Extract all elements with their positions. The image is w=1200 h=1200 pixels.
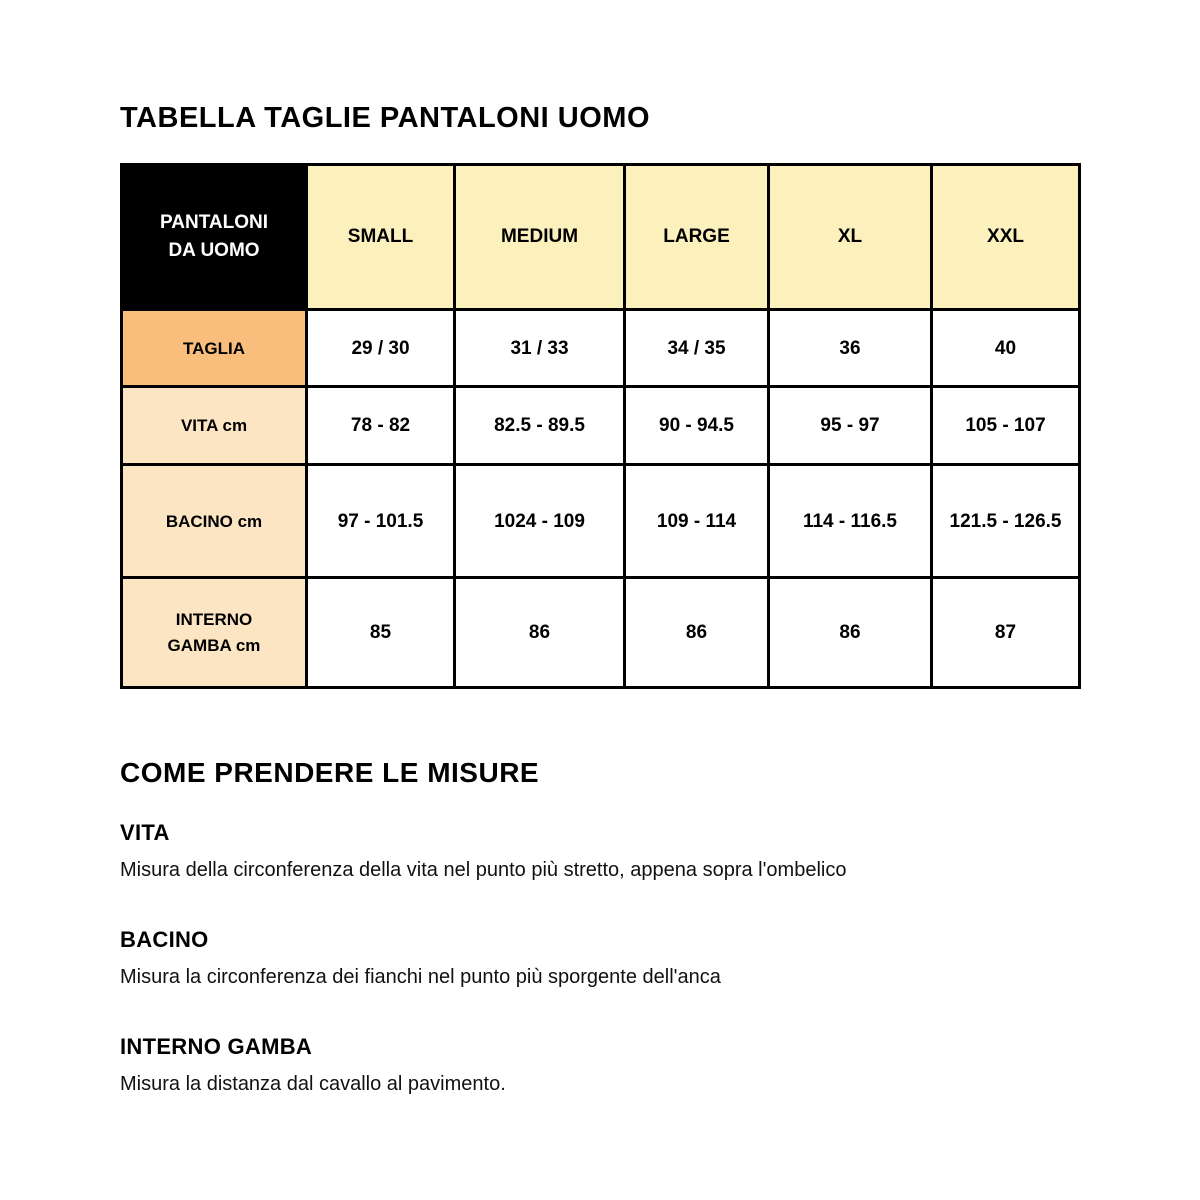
column-header-small: SMALL bbox=[307, 165, 455, 310]
cell-interno-large: 86 bbox=[625, 578, 769, 688]
guide-heading-vita: VITA bbox=[120, 820, 170, 846]
table-header-row bbox=[122, 165, 1080, 310]
cell-interno-xl: 86 bbox=[769, 578, 932, 688]
guide-text-vita: Misura della circonferenza della vita nel punto più stretto, appena sopra l'ombelico bbox=[120, 859, 847, 882]
cell-taglia-xl: 36 bbox=[769, 310, 932, 387]
table-corner-label: PANTALONI DA UOMO bbox=[159, 211, 268, 262]
row-label-bacino: BACINO cm bbox=[122, 465, 307, 578]
cell-taglia-large: 34 / 35 bbox=[625, 310, 769, 387]
row-label-interno-gamba: INTERNO GAMBA cm bbox=[122, 578, 307, 688]
cell-bacino-large: 109 - 114 bbox=[625, 465, 769, 578]
cell-vita-medium: 82.5 - 89.5 bbox=[455, 387, 625, 465]
cell-bacino-medium: 1024 - 109 bbox=[455, 465, 625, 578]
column-header-xxl: XXL bbox=[932, 165, 1080, 310]
size-table bbox=[120, 163, 1081, 689]
cell-interno-xxl: 87 bbox=[932, 578, 1080, 688]
column-header-medium: MEDIUM bbox=[455, 165, 625, 310]
cell-bacino-xl: 114 - 116.5 bbox=[769, 465, 932, 578]
table-row-taglia bbox=[122, 310, 1080, 387]
cell-bacino-small: 97 - 101.5 bbox=[307, 465, 455, 578]
cell-taglia-xxl: 40 bbox=[932, 310, 1080, 387]
cell-taglia-medium: 31 / 33 bbox=[455, 310, 625, 387]
guide-section-bacino bbox=[120, 929, 1080, 990]
guide-section-interno-gamba bbox=[120, 1036, 1080, 1097]
cell-vita-small: 78 - 82 bbox=[307, 387, 455, 465]
cell-interno-small: 85 bbox=[307, 578, 455, 688]
cell-interno-medium: 86 bbox=[455, 578, 625, 688]
cell-taglia-small: 29 / 30 bbox=[307, 310, 455, 387]
cell-vita-xxl: 105 - 107 bbox=[932, 387, 1080, 465]
row-label-taglia: TAGLIA bbox=[122, 310, 307, 387]
cell-bacino-xxl: 121.5 - 126.5 bbox=[932, 465, 1080, 578]
table-row-vita bbox=[122, 387, 1080, 465]
cell-vita-large: 90 - 94.5 bbox=[625, 387, 769, 465]
guide-heading-bacino: BACINO bbox=[120, 927, 209, 953]
column-header-large: LARGE bbox=[625, 165, 769, 310]
column-header-xl: XL bbox=[769, 165, 932, 310]
guide-heading-interno-gamba: INTERNO GAMBA bbox=[120, 1034, 313, 1060]
table-row-bacino bbox=[122, 465, 1080, 578]
page-title: TABELLA TAGLIE PANTALONI UOMO bbox=[120, 102, 651, 134]
guide-text-bacino: Misura la circonferenza dei fianchi nel punto più sporgente dell'anca bbox=[120, 966, 721, 989]
table-row-interno-gamba bbox=[122, 578, 1080, 688]
guide-section-vita bbox=[120, 822, 1080, 883]
measure-guide-title: COME PRENDERE LE MISURE bbox=[120, 757, 540, 789]
cell-vita-xl: 95 - 97 bbox=[769, 387, 932, 465]
guide-text-interno-gamba: Misura la distanza dal cavallo al pavimento. bbox=[120, 1073, 506, 1096]
table-corner-cell bbox=[122, 165, 307, 310]
row-label-vita: VITA cm bbox=[122, 387, 307, 465]
